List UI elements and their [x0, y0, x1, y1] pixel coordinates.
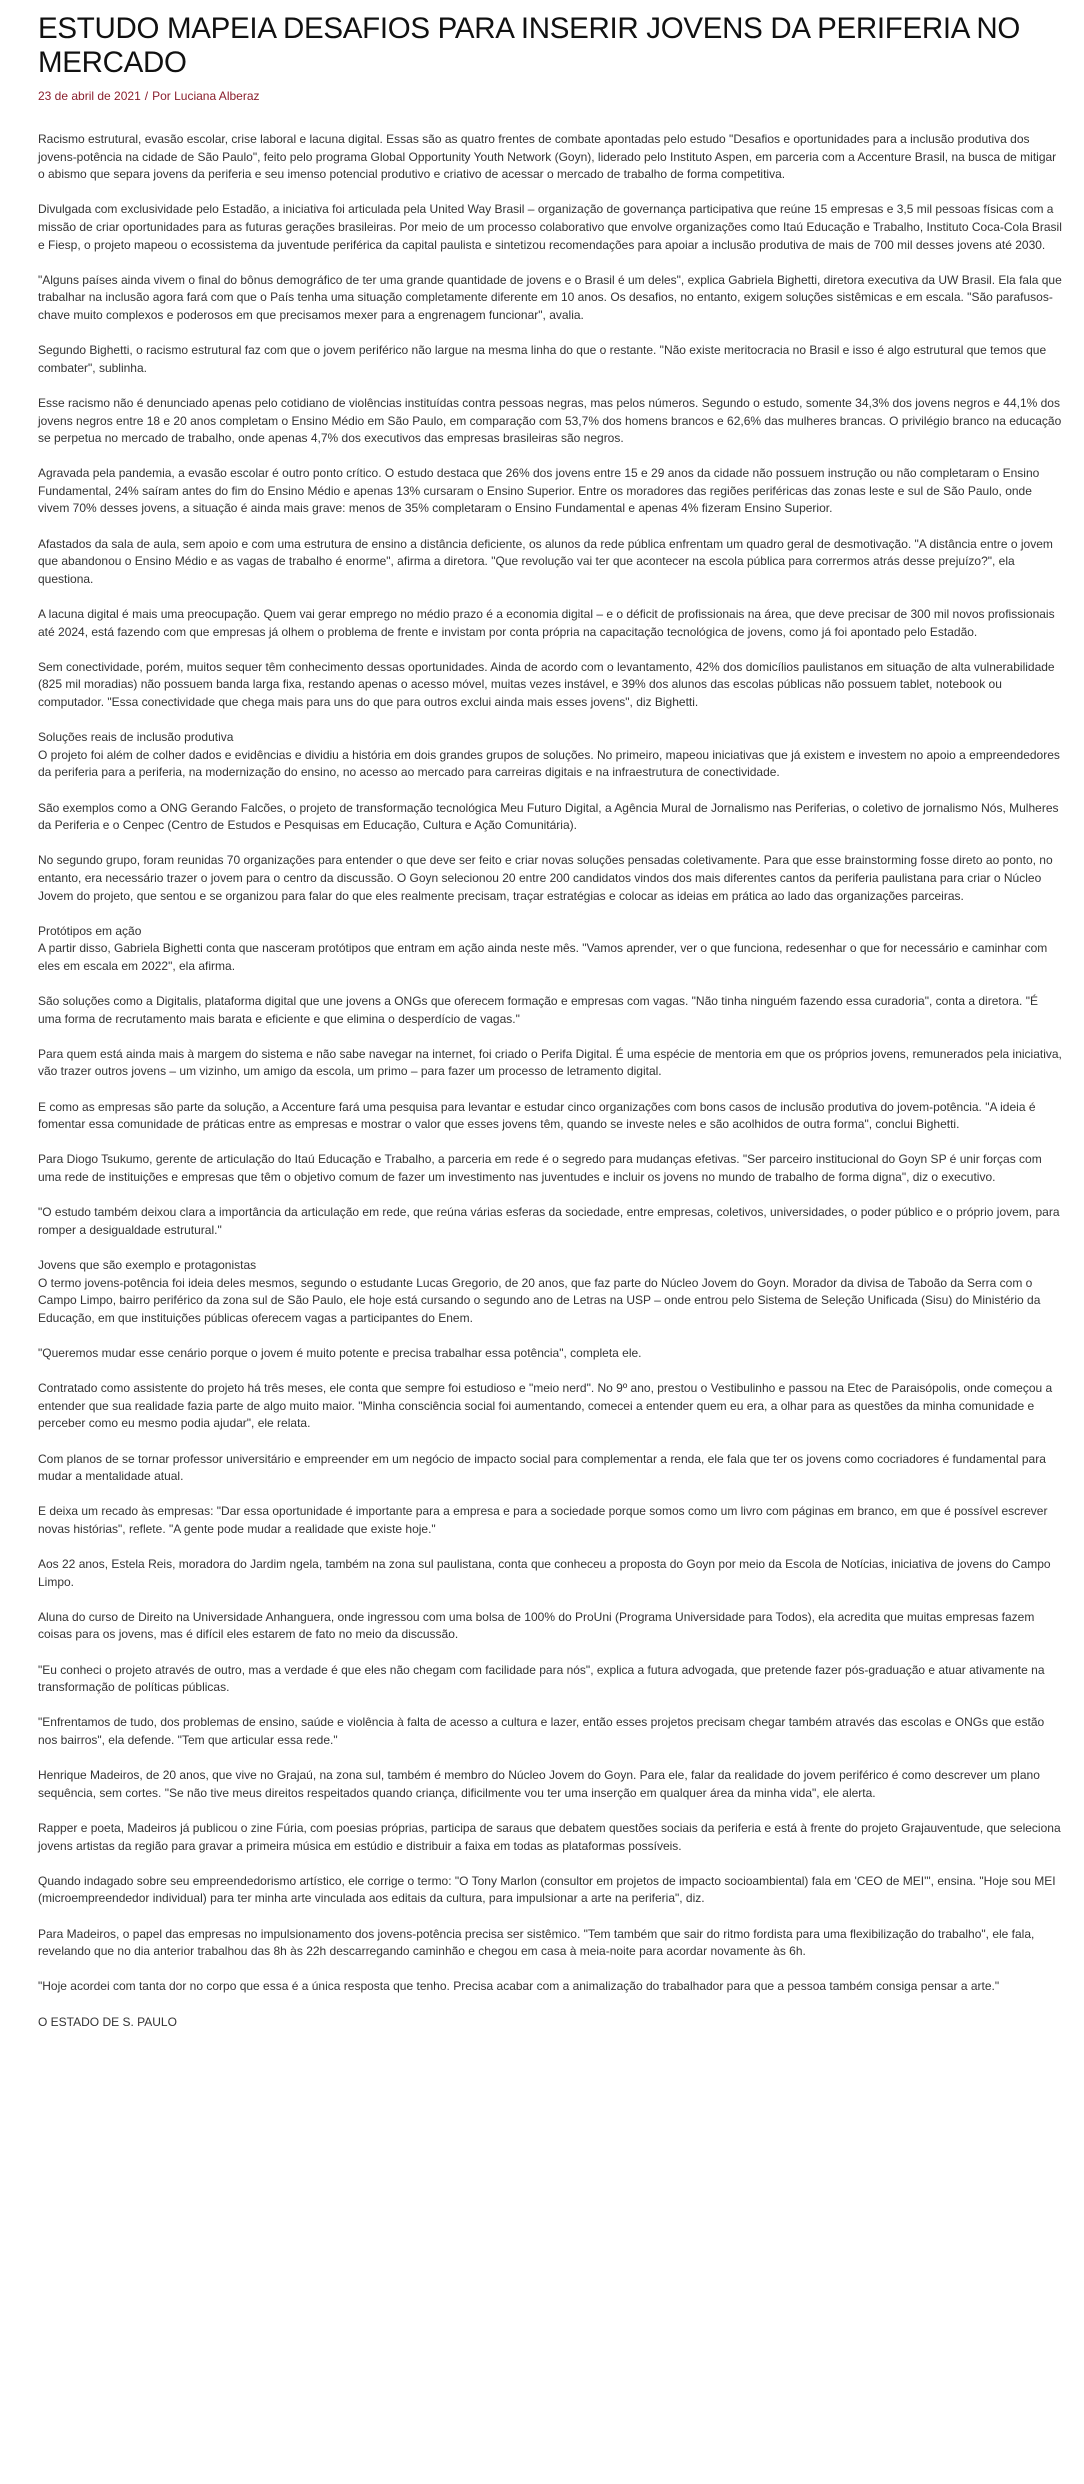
article-paragraph: São exemplos como a ONG Gerando Falcões, o projeto de transformação tecnológica Meu Futuro Digital, a Agência Mural de Jornalismo nas Periferias, o coletivo de jornalismo Nós, Mulheres da Periferia e o Cenpec (Centro de Estudos e Pesquisas em Educação, Cultura e Ação Comunitária).: [38, 800, 1059, 833]
section-subheading: Protótipos em ação: [38, 923, 142, 938]
article-paragraph: Para Diogo Tsukumo, gerente de articulação do Itaú Educação e Trabalho, a parceria em rede é o segredo para mudanças efetivas. "Ser parceiro institucional do Goyn SP é unir forças com uma rede de instituições e empresas que têm o objetivo comum de fazer um investimento nas juventudes e incluir os jovens no mundo de trabalho de forma digna", diz o executivo.: [38, 1152, 1042, 1185]
article-paragraph: Para Madeiros, o papel das empresas no impulsionamento dos jovens-potência precisa ser sistêmico. "Tem também que sair do ritmo fordista para uma flexibilização do trabalho", ele fala, revelando que no dia anterior trabalhou das 8h às 22h descarregando caminhão e chegou em casa à meia-noite para acordar novamente às 6h.: [38, 1926, 1035, 1959]
article-paragraph: Contratado como assistente do projeto há três meses, ele conta que sempre foi estudioso e "meio nerd". No 9º ano, prestou o Vestibulinho e passou na Etec de Paraisópolis, onde começou a entender que sua realidade fazia parte de algo muito maior. "Minha consciência social foi aumentando, comecei a entender quem eu era, a olhar para as questões da minha comunidade e perceber como eu mesmo podia ajudar", ele relata.: [38, 1381, 1053, 1431]
article-paragraph: Segundo Bighetti, o racismo estrutural faz com que o jovem periférico não largue na mesma linha do que o restante. "Não existe meritocracia no Brasil e isso é algo estrutural que temos que combater", sublinha.: [38, 343, 1047, 375]
article-date: 23 de abril de 2021: [38, 89, 141, 103]
article-author: Por Luciana Alberaz: [152, 89, 260, 103]
section-subheading: Soluções reais de inclusão produtiva: [38, 730, 234, 745]
article-paragraph: No segundo grupo, foram reunidas 70 organizações para entender o que deve ser feito e criar novas soluções pensadas coletivamente. Para que esse brainstorming fosse direto ao ponto, no entanto, era necessário trazer o jovem para o centro da discussão. O Goyn selecionou 20 entre 200 candidatos vindos dos mais diferentes cantos da periferia paulistana para criar o Núcleo Jovem do projeto, que sentou e se organizou para falar do que eles realmente precisam, traçar estratégias e colocar as ideias em prática ao lado das organizações parceiras.: [38, 853, 1053, 903]
article-paragraph: "Queremos mudar esse cenário porque o jovem é muito potente e precisa trabalhar essa potência", completa ele.: [38, 1345, 642, 1360]
article-paragraph: E deixa um recado às empresas: "Dar essa oportunidade é importante para a empresa e para a sociedade porque somos como um livro com páginas em branco, em que é possível escrever novas histórias", reflete. "A gente pode mudar a realidade que existe hoje.": [38, 1504, 1048, 1536]
article-paragraph: Aluna do curso de Direito na Universidade Anhanguera, onde ingressou com uma bolsa de 100% do ProUni (Programa Universidade para Todos), ela acredita que muitas empresas fazem coisas para os jovens, mas é difícil eles estarem de fato no meio da discussão.: [38, 1609, 1035, 1642]
article-paragraph: Quando indagado sobre seu empreendedorismo artístico, ele corrige o termo: "O Tony Marlon (consultor em projetos de impacto socioambiental) fala em 'CEO de MEI'", ensina. "Hoje sou MEI (microempreendedor individual) para ter minha arte vinculada aos editais da cultura, para impulsionar a arte na periferia", diz.: [38, 1873, 1056, 1906]
article-paragraph: Aos 22 anos, Estela Reis, moradora do Jardim ngela, também na zona sul paulistana, conta que conheceu a proposta do Goyn por meio da Escola de Notícias, iniciativa de jovens do Campo Limpo.: [38, 1557, 1051, 1589]
article-paragraph: O projeto foi além de colher dados e evidências e dividiu a história em dois grandes grupos de soluções. No primeiro, mapeou iniciativas que já existem e investem no apoio a empreendedores da periferia para a periferia, na modernização do ensino, no acesso ao mercado para carreiras digitais e na infraestrutura de conectividade.: [38, 747, 1060, 780]
article-paragraph: "Hoje acordei com tanta dor no corpo que essa é a única resposta que tenho. Precisa acabar com a animalização do trabalhador para que a pessoa também consiga pensar a arte.": [38, 1979, 1000, 1994]
article-title: ESTUDO MAPEIA DESAFIOS PARA INSERIR JOVENS DA PERIFERIA NO MERCADO: [38, 12, 1021, 79]
section-subheading: Jovens que são exemplo e protagonistas: [38, 1258, 257, 1272]
article-paragraph: Henrique Madeiros, de 20 anos, que vive no Grajaú, na zona sul, também é membro do Núcleo Jovem do Goyn. Para ele, falar da realidade do jovem periférico é como descrever um plano sequência, sem cortes. "Se não tive meus direitos respeitados quando criança, dificilmente vou ter uma inserção em qualquer área da minha vida", ele alerta.: [38, 1768, 1040, 1800]
article-meta: [38, 88, 1064, 104]
article-paragraph: Esse racismo não é denunciado apenas pelo cotidiano de violências instituídas contra pessoas negras, mas pelos números. Segundo o estudo, somente 34,3% dos jovens negros e 44,1% dos jovens negros entre 18 e 20 anos completam o Ensino Médio em São Paulo, em comparação com 53,7% dos homens brancos e 62,6% das mulheres brancas. O privilégio branco na educação se perpetua no mercado de trabalho, onde apenas 4,7% dos executivos das empresas brasileiras são negros.: [38, 395, 1062, 446]
article-paragraph: Agravada pela pandemia, a evasão escolar é outro ponto crítico. O estudo destaca que 26% dos jovens entre 15 e 29 anos da cidade não possuem instrução ou não completaram o Ensino Fundamental, 24% saíram antes do fim do Ensino Médio e apenas 13% cursaram o Ensino Superior. Entre os moradores das regiões periféricas das zonas leste e sul de São Paulo, onde vivem 70% desses jovens, a situação é ainda mais grave: menos de 35% completaram o Ensino Fundamental e apenas 4% fizeram Ensino Superior.: [38, 466, 1040, 516]
article-paragraph: Racismo estrutural, evasão escolar, crise laboral e lacuna digital. Essas são as quatro frentes de combate apontadas pelo estudo "Desafios e oportunidades para a inclusão produtiva dos jovens-potência na cidade de São Paulo", feito pelo programa Global Opportunity Youth Network (Goyn), liderado pelo Instituto Aspen, em parceria com a Accenture Brasil, na busca de mitigar o abismo que separa jovens da periferia e seu imenso potencial produtivo e criativo de acessar o mercado de trabalho de forma competitiva.: [38, 132, 1057, 182]
article-paragraph: Com planos de se tornar professor universitário e empreender em um negócio de impacto social para complementar a renda, ele fala que ter os jovens como cocriadores é fundamental para mudar a mentalidade atual.: [38, 1451, 1046, 1484]
article-paragraph: O termo jovens-potência foi ideia deles mesmos, segundo o estudante Lucas Gregorio, de 20 anos, que faz parte do Núcleo Jovem do Goyn. Morador da divisa de Taboão da Serra com o Campo Limpo, bairro periférico da zona sul de São Paulo, ele hoje está cursando o segundo ano de Letras na USP – onde entrou pelo Sistema de Seleção Unificada (Sisu) do Ministério da Educação, em que instituições públicas oferecem vagas a participantes do Enem.: [38, 1275, 1041, 1325]
article-paragraph: Rapper e poeta, Madeiros já publicou o zine Fúria, com poesias próprias, participa de saraus que debatem questões sociais da periferia e está à frente do projeto Grajauventude, que seleciona jovens artistas da região para gravar a primeira música em estúdio e distribuir a faixa em todas as plataformas possíveis.: [38, 1821, 1061, 1853]
article-paragraph: Afastados da sala de aula, sem apoio e com uma estrutura de ensino a distância deficiente, os alunos da rede pública enfrentam um quadro geral de desmotivação. "A distância entre o jovem que abandonou o Ensino Médio e as vagas de trabalho é enorme", afirma a diretora. "Que revolução vai ter que acontecer na escola pública para corrermos atrás desse prejuízo?", ela questiona.: [38, 536, 1053, 586]
article-source: O ESTADO DE S. PAULO: [38, 2014, 177, 2029]
article-paragraph: Divulgada com exclusividade pelo Estadão, a iniciativa foi articulada pela United Way Brasil – organização de governança participativa que reúne 15 empresas e 3,5 mil pessoas físicas com a missão de criar oportunidades para as futuras gerações brasileiras. Por meio de um processo colaborativo que envolve organizações como Itaú Educação e Trabalho, Instituto Coca-Cola Brasil e Fiesp, o projeto mapeou o ecossistema da juventude periférica da capital paulista e sintetizou recomendações para apoiar a inclusão produtiva de mais de 700 mil desses jovens até 2030.: [38, 202, 1062, 252]
article-paragraph: E como as empresas são parte da solução, a Accenture fará uma pesquisa para levantar e estudar cinco organizações com bons casos de inclusão produtiva do jovem-potência. "A ideia é fomentar essa comunidade de práticas entre as empresas e mostrar o valor que esses jovens têm, quando se investe neles e são acolhidos de outra forma", conclui Bighetti.: [38, 1099, 1036, 1132]
article-paragraph: "Alguns países ainda vivem o final do bônus demográfico de ter uma grande quantidade de jovens e o Brasil é um deles", explica Gabriela Bighetti, diretora executiva da UW Brasil. Ela fala que trabalhar na inclusão agora fará com que o País tenha uma situação completamente diferente em 10 anos. Os desafios, no entanto, exigem soluções sistêmicas e em escala. "São parafusos-chave muito complexos e poderosos em que precisamos mexer para a engrenagem funcionar", avalia.: [38, 272, 1062, 322]
article-paragraph: A partir disso, Gabriela Bighetti conta que nasceram protótipos que entram em ação ainda neste mês. "Vamos aprender, ver o que funciona, redesenhar o que for necessário e caminhar com eles em escala em 2022", ela afirma.: [38, 941, 1048, 973]
article-paragraph: A lacuna digital é mais uma preocupação. Quem vai gerar emprego no médio prazo é a economia digital – e o déficit de profissionais na área, que deve precisar de 300 mil novos profissionais até 2024, está fazendo com que empresas já olhem o problema de frente e invistam por conta própria na capacitação tecnológica de jovens, como já foi apontado pelo Estadão.: [38, 607, 1055, 639]
article-paragraph: "Eu conheci o projeto através de outro, mas a verdade é que eles não chegam com facilidade para nós", explica a futura advogada, que pretende fazer pós-graduação e atuar ativamente na transformação de políticas públicas.: [38, 1662, 1045, 1695]
article-paragraph: "Enfrentamos de tudo, dos problemas de ensino, saúde e violência à falta de acesso a cultura e lazer, então esses projetos precisam chegar também através das escolas e ONGs que estão nos bairros", ela defende. "Tem que articular essa rede.": [38, 1715, 1045, 1748]
article-paragraph: "O estudo também deixou clara a importância da articulação em rede, que reúna várias esferas da sociedade, entre empresas, coletivos, universidades, o poder público e o próprio jovem, para romper a desigualdade estrutural.": [38, 1205, 1060, 1237]
meta-separator: /: [144, 89, 149, 103]
article-body: [38, 131, 1064, 1996]
article-paragraph: São soluções como a Digitalis, plataforma digital que une jovens a ONGs que oferecem formação e empresas com vagas. "Não tinha ninguém fazendo essa curadoria", conta a diretora. "É uma forma de recrutamento mais barata e eficiente e que elimina o desperdício de vagas.": [38, 994, 1038, 1026]
article-paragraph: Sem conectividade, porém, muitos sequer têm conhecimento dessas oportunidades. Ainda de acordo com o levantamento, 42% dos domicílios paulistanos em situação de alta vulnerabilidade (825 mil moradias) não possuem banda larga fixa, restando apenas o acesso móvel, muitas vezes instável, e 39% dos alunos das escolas públicas não possuem tablet, notebook ou computador. "Essa conectividade que chega mais para uns do que para outros exclui ainda mais esses jovens", diz Bighetti.: [38, 659, 1055, 709]
article-paragraph: Para quem está ainda mais à margem do sistema e não sabe navegar na internet, foi criado o Perifa Digital. É uma espécie de mentoria em que os próprios jovens, remunerados pela iniciativa, vão trazer outros jovens – um vizinho, um amigo da escola, um primo – para fazer um processo de letramento digital.: [38, 1046, 1062, 1079]
